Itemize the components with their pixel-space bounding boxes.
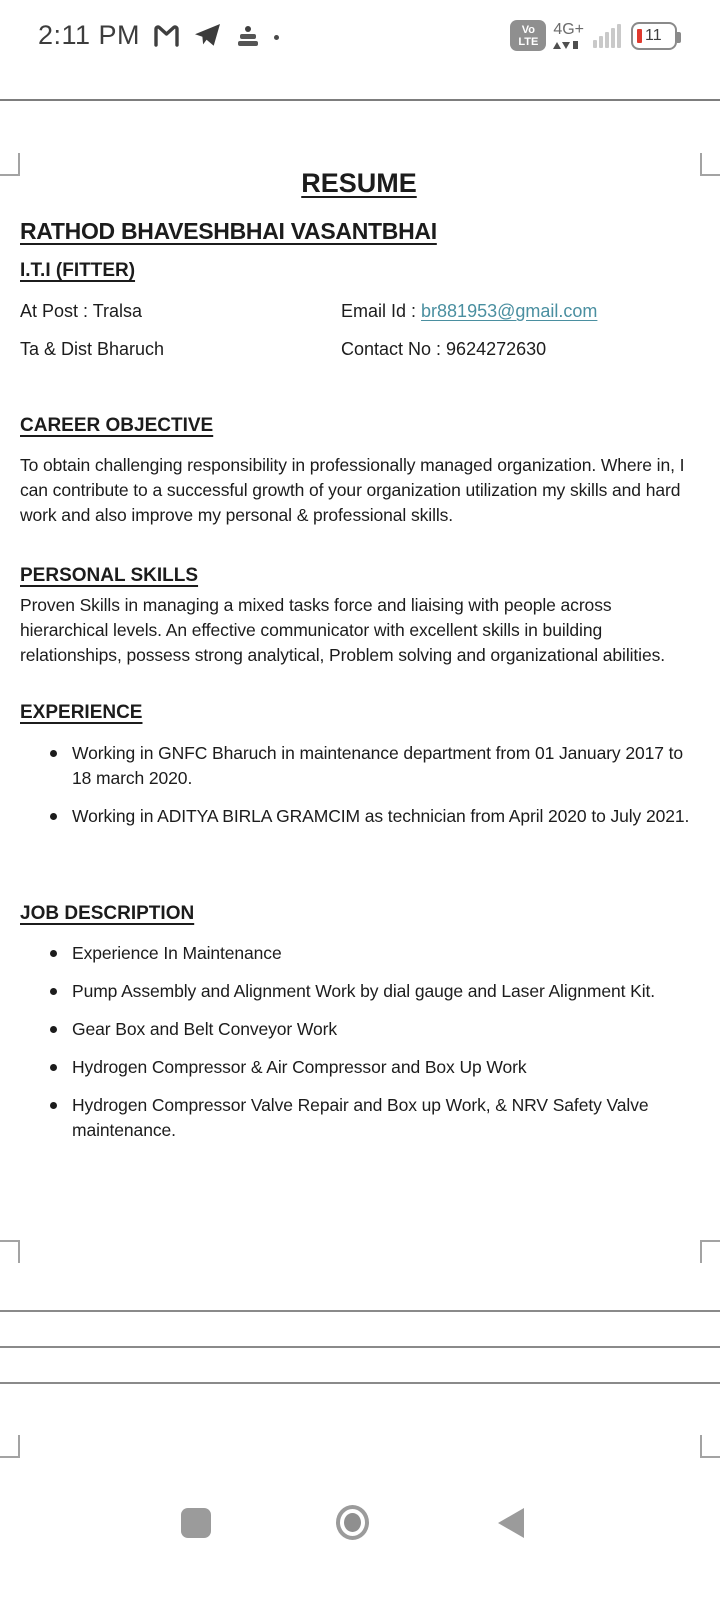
email-link[interactable]: br881953@gmail.com	[421, 301, 598, 321]
document-scroll-area[interactable]	[0, 101, 720, 1505]
gmail-icon	[153, 23, 180, 48]
page2-top-right-margin-mark	[700, 1435, 720, 1458]
network-type-label: 4G+	[553, 21, 584, 38]
contact-row-1	[20, 301, 698, 322]
status-bar-right	[510, 20, 677, 51]
battery-level-bar	[637, 29, 642, 43]
personal-skills-heading: PERSONAL SKILLS	[20, 565, 199, 586]
list-item: Working in GNFC Bharuch in maintenance department from 01 January 2017 to 18 march 2020.	[20, 741, 698, 791]
email-row	[341, 301, 597, 322]
list-item: Gear Box and Belt Conveyor Work	[20, 1017, 698, 1042]
page-boundary-line-2	[0, 1346, 720, 1348]
divya-bhaskar-icon	[235, 26, 261, 46]
signal-strength-icon	[593, 24, 621, 48]
page-boundary-line-3	[0, 1382, 720, 1384]
candidate-name: RATHOD BHAVESHBHAI VASANTBHAI	[20, 218, 437, 244]
page1-top-left-margin-mark	[0, 153, 20, 176]
clock: 2:11 PM	[38, 20, 141, 50]
battery-percent: 11	[645, 26, 662, 44]
page-boundary-line-1	[0, 1310, 720, 1312]
page1-bottom-left-margin-mark	[0, 1240, 20, 1263]
back-button[interactable]	[498, 1508, 524, 1538]
battery-icon	[631, 22, 677, 50]
experience-list	[20, 741, 698, 842]
address-line-1: At Post : Tralsa	[20, 301, 143, 321]
telegram-icon	[193, 23, 222, 49]
list-item: Hydrogen Compressor Valve Repair and Box up Work, & NRV Safety Valve maintenance.	[20, 1093, 698, 1143]
email-label: Email Id :	[341, 301, 422, 321]
list-item: Pump Assembly and Alignment Work by dial gauge and Laser Alignment Kit.	[20, 979, 698, 1004]
page1-bottom-right-margin-mark	[700, 1240, 720, 1263]
contact-row-2	[20, 339, 698, 360]
status-bar	[0, 0, 720, 99]
android-navigation-bar	[0, 1490, 720, 1560]
network-type-indicator	[553, 22, 584, 49]
home-button[interactable]	[336, 1505, 369, 1540]
volte-icon: Vo LTE	[510, 20, 546, 51]
status-bar-left	[38, 20, 279, 51]
career-objective-heading: CAREER OBJECTIVE	[20, 415, 214, 436]
home-button-inner-circle	[344, 1513, 361, 1532]
experience-heading: EXPERIENCE	[20, 702, 143, 723]
recents-button[interactable]	[181, 1508, 211, 1538]
resume-title: RESUME	[301, 168, 417, 198]
job-description-heading: JOB DESCRIPTION	[20, 903, 195, 924]
data-activity-arrows-icon	[553, 39, 578, 49]
page1-top-right-margin-mark	[700, 153, 720, 176]
candidate-qualification: I.T.I (FITTER)	[20, 260, 136, 281]
list-item: Experience In Maintenance	[20, 941, 698, 966]
page2-top-left-margin-mark	[0, 1435, 20, 1458]
personal-skills-text: Proven Skills in managing a mixed tasks force and liaising with people across hierarchical levels. An effective communicator with excellent skills in building relationships, possess strong analytical, Problem solving and organizational abilities.	[20, 595, 665, 665]
career-objective-text: To obtain challenging responsibility in professionally managed organization. Where in, I can contribute to a successful growth of your organization utilization my skills and hard work and also improve my personal & professional skills.	[20, 455, 685, 525]
list-item: Working in ADITYA BIRLA GRAMCIM as technician from April 2020 to July 2021.	[20, 804, 698, 829]
job-description-list	[20, 941, 698, 1156]
phone-number: Contact No : 9624272630	[341, 339, 547, 359]
list-item: Hydrogen Compressor & Air Compressor and Box Up Work	[20, 1055, 698, 1080]
more-notifications-dot	[274, 35, 279, 40]
address-line-2: Ta & Dist Bharuch	[20, 339, 165, 359]
